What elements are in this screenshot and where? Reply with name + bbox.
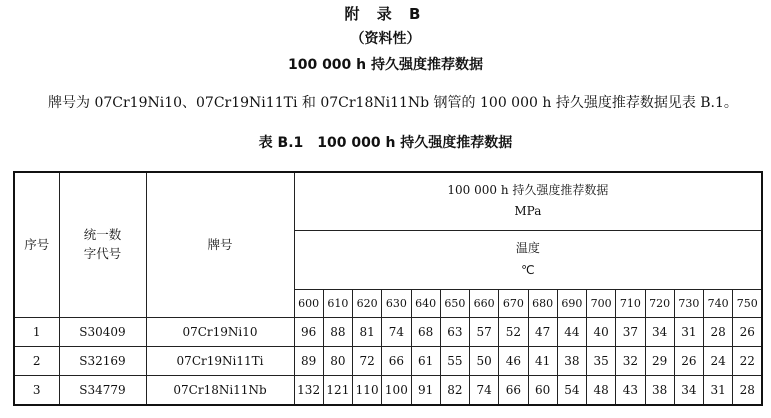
- temperature-cell: 660: [470, 290, 499, 318]
- row-value: 47: [528, 318, 557, 347]
- row-value: 31: [704, 376, 733, 405]
- temperature-cell: 680: [528, 290, 557, 318]
- row-value: 63: [440, 318, 469, 347]
- row-value: 82: [440, 376, 469, 405]
- row-value: 52: [499, 318, 528, 347]
- row-value: 80: [323, 347, 352, 376]
- row-value: 22: [733, 347, 762, 376]
- appendix-subtitle: 100 000 h 持久强度推荐数据: [287, 57, 484, 73]
- header-temperature: [294, 230, 762, 289]
- row-seq: 3: [14, 376, 59, 405]
- row-value: 46: [499, 347, 528, 376]
- temperature-cell: 670: [499, 290, 528, 318]
- row-value: 66: [382, 347, 411, 376]
- row-value: 50: [470, 347, 499, 376]
- header-seq: 序号: [14, 172, 59, 318]
- row-value: 29: [645, 347, 674, 376]
- row-value: 38: [645, 376, 674, 405]
- header-grade: 牌号: [146, 172, 294, 318]
- temperature-cell: 740: [704, 290, 733, 318]
- appendix-note: （资料性）: [350, 31, 421, 47]
- row-code: S34779: [59, 376, 146, 405]
- appendix-title: 附 录 B: [344, 5, 427, 23]
- temperature-cell: 600: [294, 290, 323, 318]
- row-value: 132: [294, 376, 323, 405]
- header-code-line2: 字代号: [83, 246, 122, 262]
- row-value: 121: [323, 376, 352, 405]
- temperature-cell: 730: [674, 290, 703, 318]
- row-value: 24: [704, 347, 733, 376]
- row-code: S30409: [59, 318, 146, 347]
- row-value: 54: [557, 376, 586, 405]
- header-code: [59, 172, 146, 318]
- temperature-cell: 640: [411, 290, 440, 318]
- row-value: 26: [674, 347, 703, 376]
- row-value: 57: [470, 318, 499, 347]
- row-value: 89: [294, 347, 323, 376]
- strength-table: [13, 171, 763, 406]
- row-value: 66: [499, 376, 528, 405]
- row-value: 35: [587, 347, 616, 376]
- header-strength-title: 100 000 h 持久强度推荐数据: [447, 182, 609, 197]
- temperature-cell: 630: [382, 290, 411, 318]
- row-value: 34: [674, 376, 703, 405]
- row-value: 60: [528, 376, 557, 405]
- intro-paragraph: 牌号为 07Cr19Ni10、07Cr19Ni11Ti 和 07Cr18Ni11Nb 钢管的 100 000 h 持久强度推荐数据见表 B.1。: [48, 95, 738, 111]
- row-value: 28: [704, 318, 733, 347]
- row-value: 110: [353, 376, 382, 405]
- row-code: S32169: [59, 347, 146, 376]
- row-value: 91: [411, 376, 440, 405]
- row-value: 26: [733, 318, 762, 347]
- row-value: 40: [587, 318, 616, 347]
- row-value: 43: [616, 376, 645, 405]
- header-temperature-unit: ℃: [521, 262, 535, 277]
- row-value: 37: [616, 318, 645, 347]
- row-value: 34: [645, 318, 674, 347]
- row-value: 41: [528, 347, 557, 376]
- temperature-cell: 610: [323, 290, 352, 318]
- table-row: [14, 376, 762, 405]
- row-value: 72: [353, 347, 382, 376]
- temperature-cell: 710: [616, 290, 645, 318]
- row-grade: 07Cr19Ni11Ti: [146, 347, 294, 376]
- row-value: 32: [616, 347, 645, 376]
- table-row: [14, 318, 762, 347]
- row-value: 28: [733, 376, 762, 405]
- temperature-cell: 620: [353, 290, 382, 318]
- temperature-cell: 750: [733, 290, 762, 318]
- row-value: 31: [674, 318, 703, 347]
- row-value: 96: [294, 318, 323, 347]
- temperature-cell: 650: [440, 290, 469, 318]
- row-value: 81: [353, 318, 382, 347]
- row-grade: 07Cr18Ni11Nb: [146, 376, 294, 405]
- table-row: [14, 347, 762, 376]
- row-value: 55: [440, 347, 469, 376]
- table-caption: 表 B.1 100 000 h 持久强度推荐数据: [258, 135, 513, 151]
- row-seq: 2: [14, 347, 59, 376]
- row-value: 44: [557, 318, 586, 347]
- row-grade: 07Cr19Ni10: [146, 318, 294, 347]
- table-body: [14, 318, 762, 405]
- header-strength-unit: MPa: [514, 204, 542, 219]
- row-value: 48: [587, 376, 616, 405]
- row-value: 88: [323, 318, 352, 347]
- row-value: 38: [557, 347, 586, 376]
- row-value: 100: [382, 376, 411, 405]
- temperature-cell: 720: [645, 290, 674, 318]
- row-value: 61: [411, 347, 440, 376]
- row-seq: 1: [14, 318, 59, 347]
- temperature-cell: 700: [587, 290, 616, 318]
- temperature-cell: 690: [557, 290, 586, 318]
- row-value: 68: [411, 318, 440, 347]
- row-value: 74: [470, 376, 499, 405]
- header-temperature-title: 温度: [515, 241, 540, 256]
- header-code-line1: 统一数: [83, 227, 122, 243]
- row-value: 74: [382, 318, 411, 347]
- header-strength: [294, 172, 762, 230]
